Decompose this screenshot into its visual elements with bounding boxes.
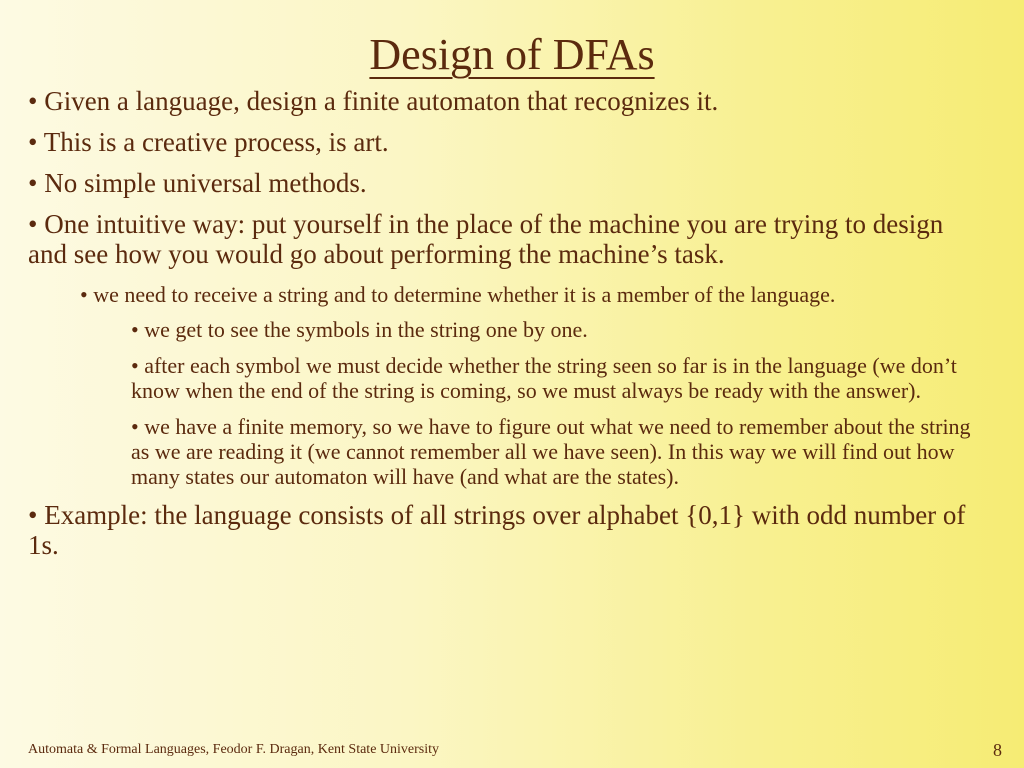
bullet-3: • No simple universal methods.	[28, 168, 367, 198]
example-bullet: • Example: the language consists of all strings over alphabet {0,1} with odd number of 1s.	[28, 500, 966, 560]
sub-sub-bullet-1: • we get to see the symbols in the string one by one.	[131, 317, 588, 342]
sub-sub-bullet-2: • after each symbol we must decide whether the string seen so far is in the language (we don’t know when the end of the string is coming, so we must always be ready with the answer).	[131, 353, 957, 403]
sub-bullet: • we need to receive a string and to determine whether it is a member of the language.	[80, 282, 836, 307]
page-number: 8	[993, 740, 1002, 760]
bullet-2: • This is a creative process, is art.	[28, 127, 389, 157]
bullet-4: • One intuitive way: put yourself in the place of the machine you are trying to design and see how you would go about performing the machine’s task.	[28, 209, 944, 269]
footer-text: Automata & Formal Languages, Feodor F. Dragan, Kent State University	[28, 742, 440, 757]
slide-title	[0, 30, 1024, 80]
slide-body	[28, 86, 978, 571]
slide-title-text: Design of DFAs	[369, 30, 655, 79]
sub-sub-bullet-3: • we have a finite memory, so we have to figure out what we need to remember about the string as we are reading it (we cannot remember all we have seen). In this way we will find out how many states our automaton will have (and what are the states).	[131, 414, 971, 489]
bullet-1: • Given a language, design a finite automaton that recognizes it.	[28, 86, 719, 116]
